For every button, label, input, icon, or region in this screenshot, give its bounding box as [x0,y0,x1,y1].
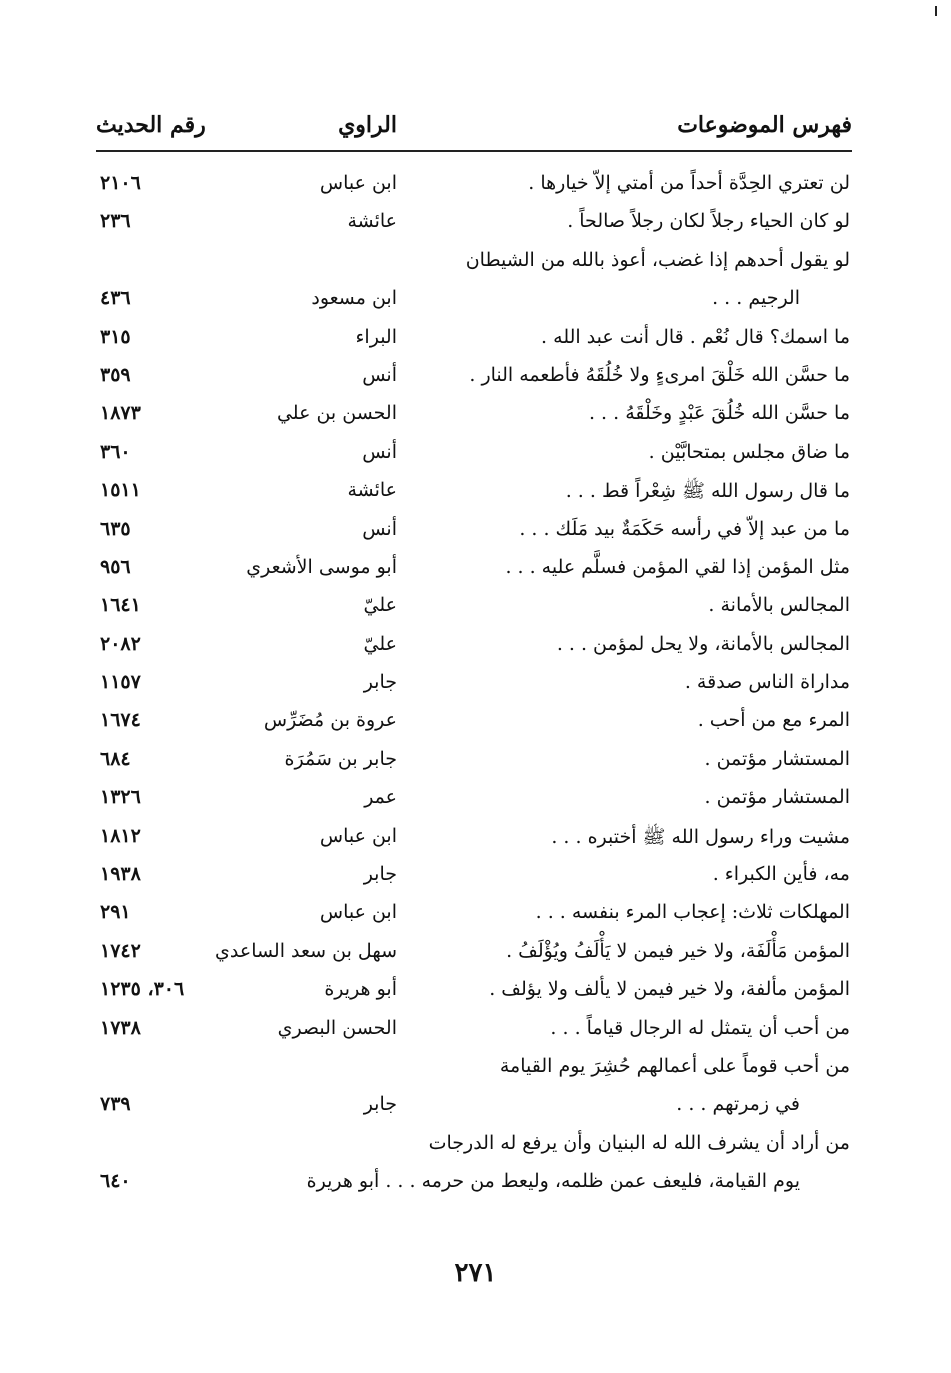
hadith-number: ٦٨٤ [100,747,131,770]
page-number: ٢٧١ [454,1258,497,1288]
hadith-text: من أحب قوماً على أعمالهم حُشِرَ يوم القيامة [499,1054,850,1077]
hadith-number: ١٣٢٦ [100,786,141,809]
narrator: ابن عباس [319,824,397,847]
narrator: ابن عباس [319,901,397,924]
hadith-text: المؤمن مَأْلَفَة، ولا خير فيمن لا يَأْلَفُ ويُؤْلَفُ . [506,939,850,962]
table-row [90,782,852,820]
header-topic: فهرس الموضوعات [677,112,852,138]
header-divider [96,150,852,152]
hadith-number: ٩٥٦ [100,555,131,578]
hadith-number: ١٩٣٨ [100,863,141,886]
hadith-number: ١٨١٢ [100,824,141,847]
narrator: عروة بن مُضَرِّس [263,709,397,732]
hadith-number: ١٦٤١ [100,594,141,617]
hadith-text: المستشار مؤتمن . [704,786,850,809]
hadith-text: في زمرتهم . . . [676,1093,800,1116]
header-narrator: الراوي [338,112,397,138]
hadith-text: ما اسمك؟ قال نُعْم . قال أنت عبد الله . [541,325,850,348]
narrator: البراء [355,325,397,348]
narrator: ابن مسعود [311,287,397,310]
hadith-text: المهلكات ثلاث: إعجاب المرء بنفسه . . . [535,901,850,924]
table-row [90,245,852,283]
table-row [90,897,852,935]
narrator: عمر [364,786,397,809]
hadith-text: المجالس بالأمانة . [708,594,850,617]
table-row [90,859,852,897]
hadith-text: الرجيم . . . [712,287,800,310]
narrator: أنس [362,440,397,463]
hadith-number: ٢١٠٦ [100,172,141,194]
table-row [90,206,852,244]
hadith-number: ٧٣٩ [100,1093,131,1116]
hadith-text: ما حسَّن الله خُلُقَ عَبْدٍ وخَلْقَهُ . . . [588,402,850,425]
hadith-number: ٢٩١ [100,901,131,924]
corner-mark [935,6,937,16]
hadith-number: ١٧٤٢ [100,939,141,962]
hadith-text: لو يقول أحدهم إذا غضب، أعوذ بالله من الشيطان [465,248,850,271]
table-row [90,821,852,859]
hadith-number: ٤٣٦ [100,287,131,310]
hadith-text: المستشار مؤتمن . [704,747,850,770]
narrator: عليّ [363,594,397,617]
hadith-number: ٦٤٠ [100,1170,131,1193]
hadith-text: مثل المؤمن إذا لقي المؤمن فسلَّم عليه . . . [505,555,850,578]
narrator: عليّ [363,632,397,655]
hadith-text: المرء مع من أحب . [697,709,850,732]
hadith-text: ما ضاق مجلس بمتحابَّيْن . [648,440,850,463]
narrator: جابر [363,671,397,694]
hadith-text: لن تعتري الحِدَّة أحداً من أمتي إلاّ خيارها . [528,172,850,194]
hadith-text: يوم القيامة، فليعف عمن ظلمه، وليعط من حرمه . . . أبو هريرة [306,1170,800,1193]
hadith-text: المجالس بالأمانة، ولا يحل لمؤمن . . . [556,632,850,655]
table-row [90,475,852,513]
table-row [90,552,852,590]
hadith-number: ١١٥٧ [100,671,141,694]
narrator: ابن عباس [319,172,397,194]
narrator: عائشة [347,210,397,233]
table-row [90,590,852,628]
table-row [90,936,852,974]
table-row [90,705,852,743]
narrator: الحسن البصري [277,1016,397,1039]
hadith-text: مه، فأين الكبراء . [712,863,850,886]
narrator: عائشة [347,479,397,502]
hadith-number: ٣٥٩ [100,363,131,386]
hadith-text: مشيت وراء رسول الله ﷺ أختبره . . . [551,825,850,848]
table-row [90,1166,852,1204]
narrator: سهل بن سعد الساعدي [215,939,397,962]
table-row [90,322,852,360]
hadith-text: مداراة الناس صدقة . [684,671,850,694]
table-header [90,106,852,146]
table-row [90,283,852,321]
hadith-text: المؤمن مألفة، ولا خير فيمن لا يألف ولا يؤلف . [489,978,850,1001]
hadith-text: لو كان الحياء رجلاً لكان رجلاً صالحاً . [567,210,850,233]
table-row [90,1128,852,1166]
table-row [90,1013,852,1051]
table-row [90,360,852,398]
hadith-text: من أراد أن يشرف الله له البنيان وأن يرفع له الدرجات [428,1131,850,1154]
table-row [90,667,852,705]
table-row [90,744,852,782]
narrator: أبو هريرة [324,978,397,1001]
table-row [90,398,852,436]
narrator: جابر بن سَمُرَة [284,747,397,770]
table-row [90,629,852,667]
header-hadith-number: رقم الحديث [96,112,206,138]
hadith-number: ٣٠٦، ١٢٣٥ [100,978,185,1001]
narrator: جابر [363,1093,397,1116]
table-row [90,974,852,1012]
index-table [90,168,852,1205]
hadith-number: ٣٦٠ [100,440,131,463]
narrator: أبو موسى الأشعري [246,555,397,578]
table-row [90,1089,852,1127]
narrator: جابر [363,863,397,886]
hadith-text: ما حسَّن الله خَلْقَ امرىءٍ ولا خُلُقَهُ فأطعمه النار . [469,363,850,386]
hadith-text: ما من عبد إلاّ في رأسه حَكَمَةٌ بيد مَلَك . . . [519,517,850,540]
hadith-number: ١٦٧٤ [100,709,141,732]
hadith-number: ٦٣٥ [100,517,131,540]
narrator: أنس [362,517,397,540]
hadith-text: من أحب أن يتمثل له الرجال قياماً . . . [550,1016,850,1039]
table-row [90,168,852,206]
table-row [90,437,852,475]
table-row [90,514,852,552]
hadith-text: ما قال رسول الله ﷺ شِعْراً قط . . . [565,480,850,503]
hadith-number: ٣١٥ [100,325,131,348]
hadith-number: ١٥١١ [100,479,141,502]
narrator: أنس [362,363,397,386]
hadith-number: ١٨٧٣ [100,402,141,425]
hadith-number: ٢٣٦ [100,210,131,233]
table-row [90,1051,852,1089]
hadith-number: ١٧٣٨ [100,1016,141,1039]
narrator: الحسن بن علي [276,402,397,425]
hadith-number: ٢٠٨٢ [100,632,141,655]
